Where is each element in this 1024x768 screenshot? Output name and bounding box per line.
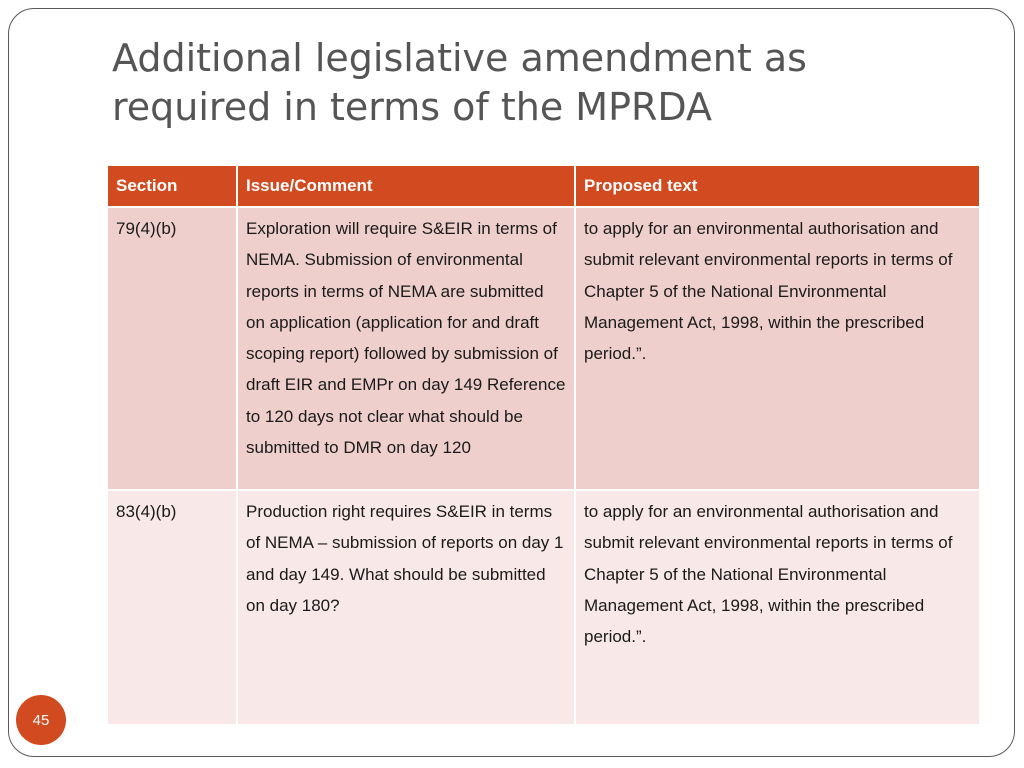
table-header-row [108,166,979,207]
cell-proposed: to apply for an environmental authorisation and submit relevant environmental reports in terms of Chapter 5 of the National Environmental Management Act, 1998, within the prescribed period.”. [575,207,979,490]
page-number: 45 [32,711,50,729]
cell-section: 79(4)(b) [108,207,237,490]
header-proposed-text: Proposed text [575,166,979,207]
cell-issue: Production right requires S&EIR in terms of NEMA – submission of reports on day 1 and day 149. What should be submitted on day 180? [237,490,575,724]
header-issue-comment: Issue/Comment [237,166,575,207]
cell-proposed: to apply for an environmental authorisation and submit relevant environmental reports in terms of Chapter 5 of the National Environmental Management Act, 1998, within the prescribed period.”. [575,490,979,724]
page-number-badge [16,695,66,745]
cell-section: 83(4)(b) [108,490,237,724]
table-row [108,207,979,490]
table-row [108,490,979,724]
header-section: Section [108,166,237,207]
cell-issue: Exploration will require S&EIR in terms of NEMA. Submission of environmental reports in terms of NEMA are submitted on application (application for and draft scoping report) followed by submission of draft EIR and EMPr on day 149 Reference to 120 days not clear what should be submitted to DMR on day 120 [237,207,575,490]
slide-title: Additional legislative amendment as required in terms of the MPRDA [112,36,807,130]
amendment-table [108,166,979,724]
